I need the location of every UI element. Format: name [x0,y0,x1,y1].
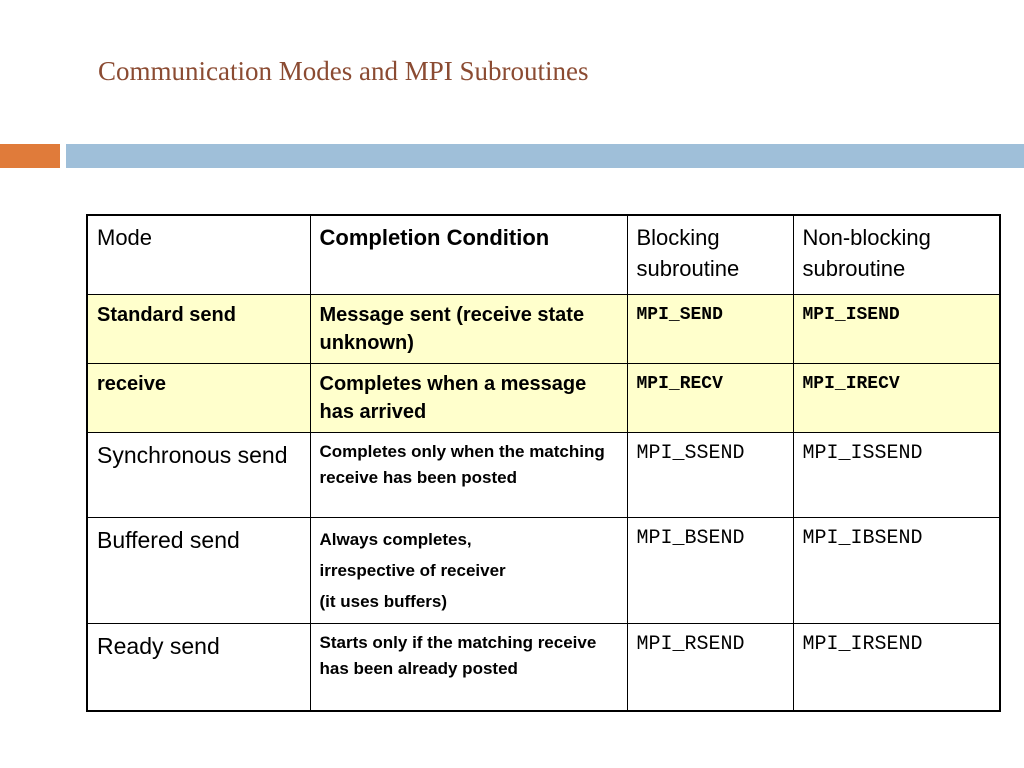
row-condition: Message sent (receive state unknown) [310,295,627,364]
header-completion-condition: Completion Condition [310,215,627,295]
row-nonblocking: MPI_IRSEND [793,624,1000,712]
row-nonblocking: MPI_IRECV [793,364,1000,433]
row-blocking: MPI_SSEND [627,433,793,518]
table-row [87,295,1000,364]
row-nonblocking: MPI_IBSEND [793,518,1000,624]
row-condition: Completes only when the matching receive has been posted [310,433,627,518]
condition-line: irrespective of receiver [319,561,506,580]
communication-modes-table [86,214,1001,712]
row-mode: Standard send [87,295,310,364]
row-mode: Buffered send [87,518,310,624]
row-mode: Synchronous send [87,433,310,518]
table-header-row [87,215,1000,295]
row-blocking: MPI_RECV [627,364,793,433]
condition-line: (it uses buffers) [319,592,448,611]
header-mode: Mode [87,215,310,295]
row-blocking: MPI_BSEND [627,518,793,624]
row-blocking: MPI_SEND [627,295,793,364]
accent-bar-blue [66,144,1024,168]
row-mode: Ready send [87,624,310,712]
header-blocking: Blocking subroutine [627,215,793,295]
row-condition: Completes when a message has arrived [310,364,627,433]
row-condition: Starts only if the matching receive has been already posted [310,624,627,712]
row-nonblocking: MPI_ISEND [793,295,1000,364]
slide-title: Communication Modes and MPI Subroutines [98,56,589,86]
row-blocking: MPI_RSEND [627,624,793,712]
accent-bar-orange [0,144,60,168]
row-condition [310,518,627,624]
row-mode: receive [87,364,310,433]
condition-line: Always completes, [319,530,472,549]
table-row [87,624,1000,712]
header-nonblocking: Non-blocking subroutine [793,215,1000,295]
table-row [87,364,1000,433]
table-row [87,433,1000,518]
table-row [87,518,1000,624]
row-nonblocking: MPI_ISSEND [793,433,1000,518]
